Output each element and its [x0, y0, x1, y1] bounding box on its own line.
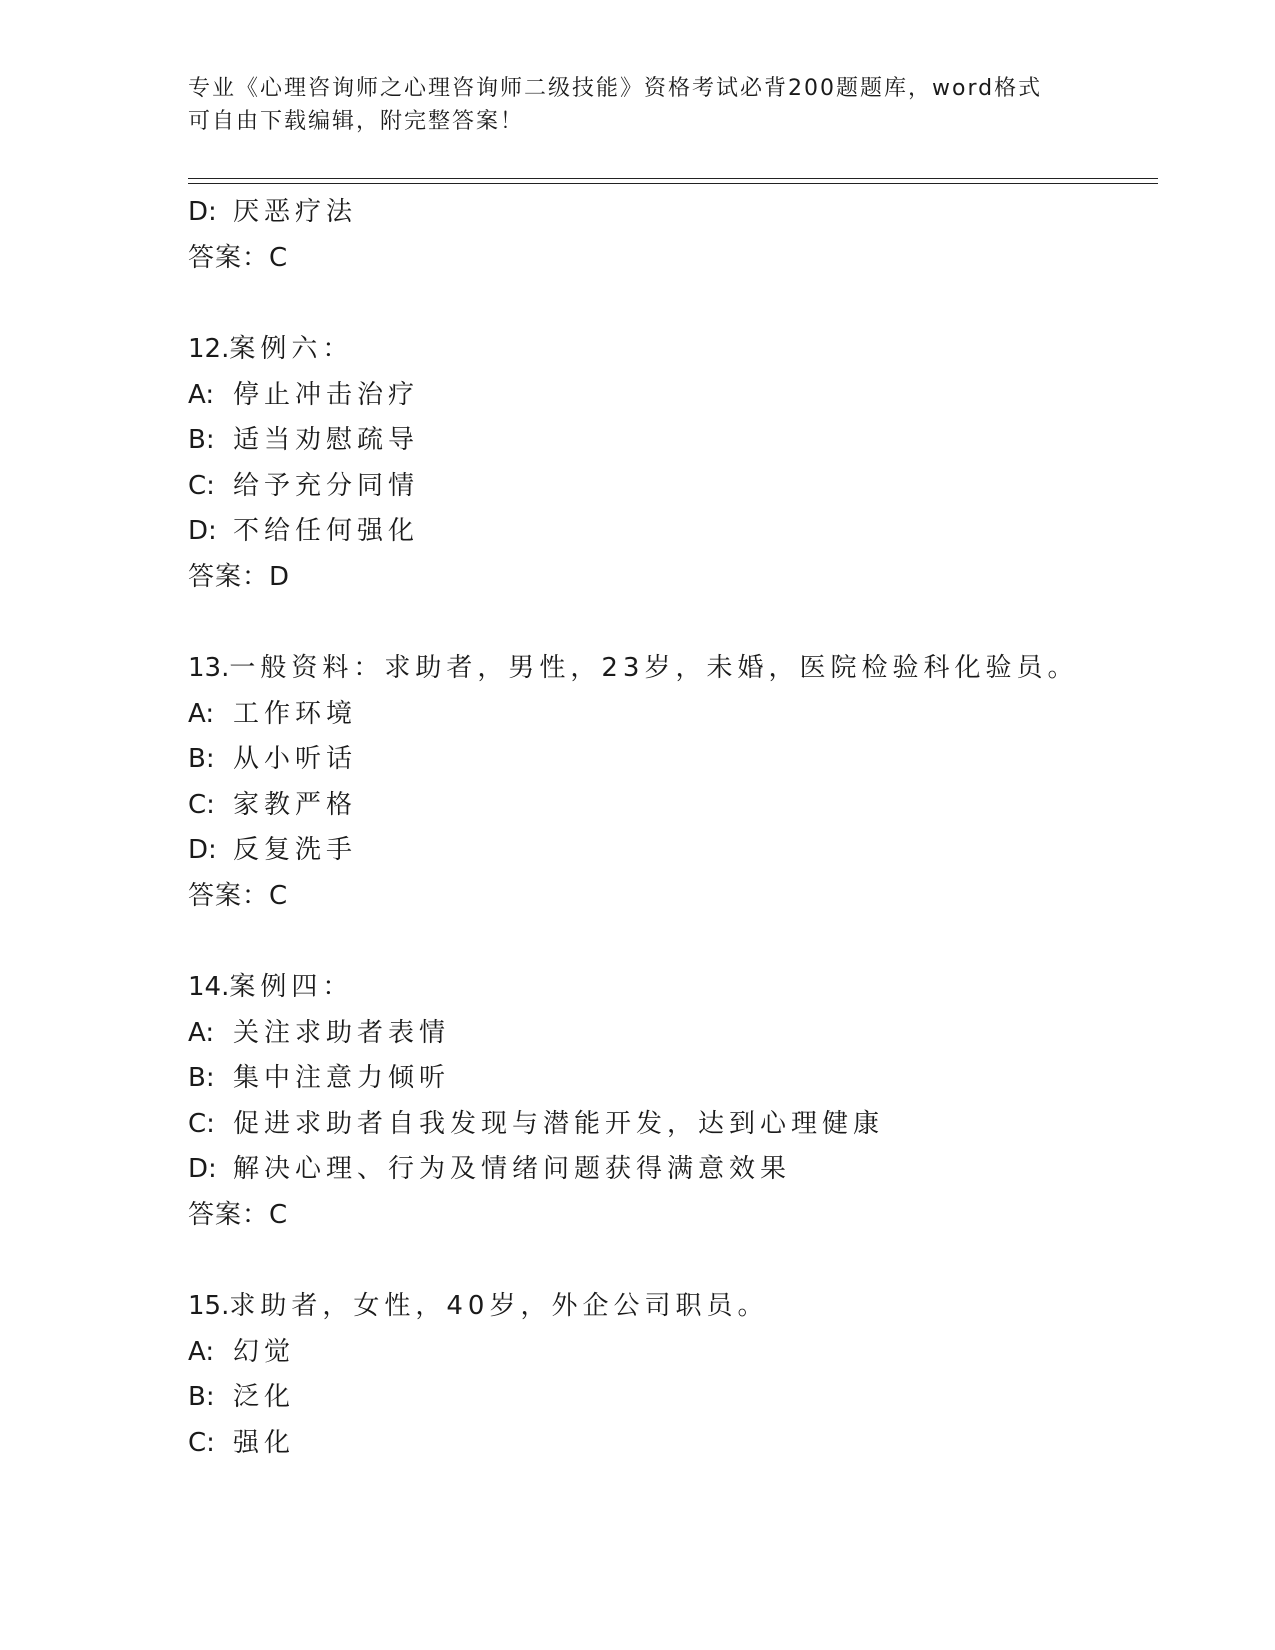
answer-line: 答案：C [188, 1199, 289, 1230]
option-text: 强化 [233, 1427, 296, 1458]
option-text: 工作环境 [233, 698, 358, 729]
question-number: 14. [188, 972, 230, 1002]
option-row [188, 190, 1168, 236]
question-stem: 案例六： [229, 334, 354, 364]
option-text: 家教严格 [233, 789, 358, 820]
option-text: 停止冲击治疗 [233, 379, 420, 410]
question-number: 12. [188, 334, 230, 364]
option-text: 不给任何强化 [233, 516, 420, 546]
option-row [188, 1056, 1168, 1102]
option-row [188, 509, 1168, 555]
spacer [188, 281, 1168, 327]
option-label: B: [188, 1382, 215, 1412]
option-label: A: [188, 1017, 215, 1048]
option-label: B: [188, 1063, 215, 1093]
question-title [188, 646, 1168, 692]
document-body [188, 190, 1168, 1466]
question-number: 13. [188, 653, 230, 683]
option-text: 厌恶疗法 [233, 197, 358, 227]
option-label: C: [188, 1108, 215, 1139]
option-label: A: [188, 379, 215, 410]
option-text: 解决心理、行为及情绪问题获得满意效果 [233, 1154, 792, 1184]
option-row [188, 418, 1168, 464]
option-label: D: [188, 516, 217, 546]
option-text: 集中注意力倾听 [233, 1063, 451, 1093]
option-label: A: [188, 1336, 215, 1367]
option-label: D: [188, 1154, 217, 1184]
question-title [188, 965, 1168, 1011]
question-title [188, 1284, 1168, 1330]
spacer [188, 600, 1168, 646]
header-line-2: 可自由下载编辑，附完整答案！ [188, 109, 525, 134]
document-header [188, 72, 1068, 138]
option-row [188, 783, 1168, 829]
option-row [188, 737, 1168, 783]
question-stem: 一般资料：求助者，男性，23岁，未婚，医院检验科化验员。 [229, 653, 1079, 683]
option-row [188, 1330, 1168, 1376]
option-text: 促进求助者自我发现与潜能开发，达到心理健康 [233, 1108, 885, 1139]
option-text: 幻觉 [233, 1336, 296, 1367]
option-text: 关注求助者表情 [233, 1017, 451, 1048]
option-label: B: [188, 744, 215, 774]
option-label: C: [188, 470, 215, 501]
option-row [188, 692, 1168, 738]
option-label: B: [188, 425, 215, 455]
option-label: D: [188, 835, 217, 865]
answer-line: 答案：C [188, 242, 289, 273]
option-text: 泛化 [233, 1382, 296, 1412]
spacer [188, 919, 1168, 965]
option-label: C: [188, 1427, 215, 1458]
question-title [188, 327, 1168, 373]
option-row [188, 1011, 1168, 1057]
option-text: 从小听话 [233, 744, 358, 774]
option-text: 适当劝慰疏导 [233, 425, 420, 455]
question-number: 15. [188, 1291, 230, 1321]
option-row [188, 464, 1168, 510]
option-text: 给予充分同情 [233, 470, 420, 501]
option-label: D: [188, 197, 217, 227]
spacer [188, 1238, 1168, 1284]
answer-line: 答案：D [188, 561, 291, 592]
option-row [188, 1421, 1168, 1467]
option-row [188, 1102, 1168, 1148]
option-text: 反复洗手 [233, 835, 358, 865]
option-row [188, 828, 1168, 874]
option-label: A: [188, 698, 215, 729]
header-line-1: 专业《心理咨询师之心理咨询师二级技能》资格考试必背200题题库，word格式 [188, 76, 1043, 101]
header-divider-bottom [188, 183, 1158, 184]
option-row [188, 373, 1168, 419]
header-divider-top [188, 178, 1158, 179]
option-label: C: [188, 789, 215, 820]
option-row [188, 1375, 1168, 1421]
option-row [188, 1147, 1168, 1193]
question-stem: 求助者，女性，40岁，外企公司职员。 [229, 1291, 769, 1321]
question-stem: 案例四： [229, 972, 354, 1002]
answer-line: 答案：C [188, 880, 289, 911]
